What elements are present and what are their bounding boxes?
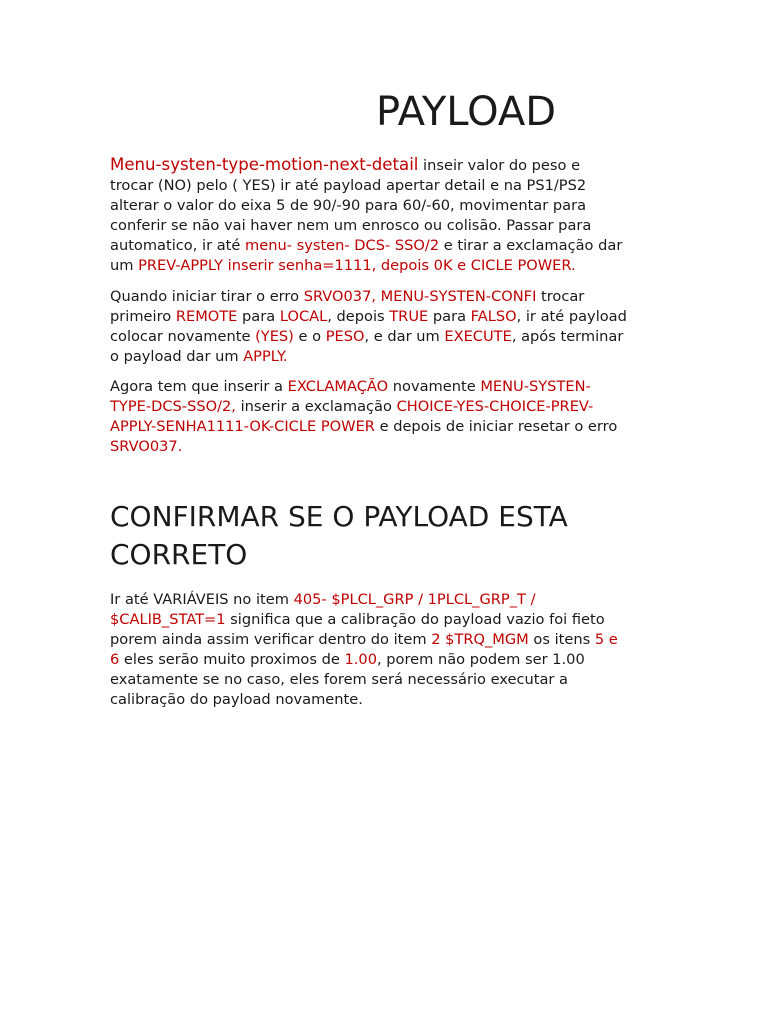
text-span: , após terminar [511,328,624,345]
paragraph-exclamation [110,377,666,457]
text-line [110,377,666,397]
paragraph-payload-setup [110,155,666,276]
text-span: significa que a calibração do payload vazio foi fieto [225,611,605,628]
highlight-text: PESO [325,328,365,345]
highlight-text: EXCLAMAÇÃO [287,378,389,395]
text-span: colocar novamente [110,328,256,345]
text-span: , depois [327,308,390,325]
text-line: conferir se não vai haver nem um enrosco ou colisão. Passar para [110,217,592,234]
text-span: porem ainda assim verificar dentro do item [110,631,432,648]
text-span: e tirar a exclamação dar [439,237,623,254]
paragraph-variables-check [110,590,666,710]
highlight-text: 405- $PLCL_GRP / 1PLCL_GRP_T / [293,591,536,608]
highlight-text: LOCAL [279,308,328,325]
text-span: , ir até payload [516,308,627,325]
text-line [110,287,666,307]
text-line [110,236,666,256]
text-line [110,437,666,457]
text-span: inserir a exclamação [235,398,397,415]
text-line: trocar (NO) pelo ( YES) ir até payload apertar detail e na PS1/PS2 [110,177,587,194]
highlight-text: APPLY-SENHA1111-OK-CICLE POWER [110,418,375,435]
text-line [110,650,666,670]
text-span: , e dar um [364,328,445,345]
menu-path-highlight: Menu-systen-type-motion-next-detail [110,155,419,174]
text-span: automatico, ir até [110,237,245,254]
text-line [110,256,666,276]
highlight-text: TYPE-DCS-SSO/2, [110,398,236,415]
text-span: inseir valor do peso e [418,157,581,174]
text-line [110,590,666,610]
highlight-text: 2 $TRQ_MGM [431,631,529,648]
highlight-text: SRVO037, MENU-SYSTEN-CONFI [303,288,537,305]
highlight-text: menu- systen- DCS- SSO/2 [245,237,440,254]
highlight-text: EXECUTE [444,328,512,345]
highlight-text: APPLY. [243,348,288,365]
text-span: primeiro [110,308,176,325]
heading-line: CONFIRMAR SE O PAYLOAD ESTA [110,500,568,533]
text-span: , porem não podem ser 1.00 [376,651,585,668]
text-span: trocar [536,288,585,305]
text-span: novamente [388,378,481,395]
highlight-text: 6 [110,651,120,668]
highlight-text: 1.00 [344,651,377,668]
text-line [110,397,666,417]
text-line [110,307,666,327]
text-span: Ir até VARIÁVEIS no item [110,591,294,608]
highlight-text: 5 e [594,631,618,648]
highlight-text: FALSO [470,308,517,325]
text-span: Quando iniciar tirar o erro [110,288,304,305]
text-line [110,630,666,650]
text-span: para [428,308,471,325]
highlight-text: CHOICE-YES-CHOICE-PREV- [396,398,594,415]
text-span: para [237,308,280,325]
page-title: PAYLOAD [376,89,557,135]
section-heading [110,498,568,574]
text-line [110,155,666,176]
highlight-text: $CALIB_STAT=1 [110,611,226,628]
text-line [110,610,666,630]
text-span: um [110,257,139,274]
text-span: e depois de iniciar resetar o erro [374,418,618,435]
highlight-text: PREV-APPLY inserir senha=1111, depois 0K e CICLE POWER. [138,257,576,274]
highlight-text: SRVO037. [110,438,183,455]
text-line [110,347,666,367]
highlight-text: (YES) [255,328,294,345]
text-line [110,327,666,347]
highlight-text: REMOTE [175,308,238,325]
highlight-text: MENU-SYSTEN- [480,378,591,395]
text-line [110,417,666,437]
text-span: o payload dar um [110,348,244,365]
text-span: Agora tem que inserir a [110,378,288,395]
text-line: calibração do payload novamente. [110,691,363,708]
paragraph-error-reset [110,287,666,367]
text-line: exatamente se no caso, eles forem será necessário executar a [110,671,568,688]
text-span: e o [293,328,326,345]
heading-line: CORRETO [110,538,248,571]
text-span: eles serão muito proximos de [119,651,345,668]
text-line: alterar o valor do eixa 5 de 90/-90 para 60/-60, movimentar para [110,197,587,214]
text-span: os itens [528,631,595,648]
highlight-text: TRUE [389,308,429,325]
